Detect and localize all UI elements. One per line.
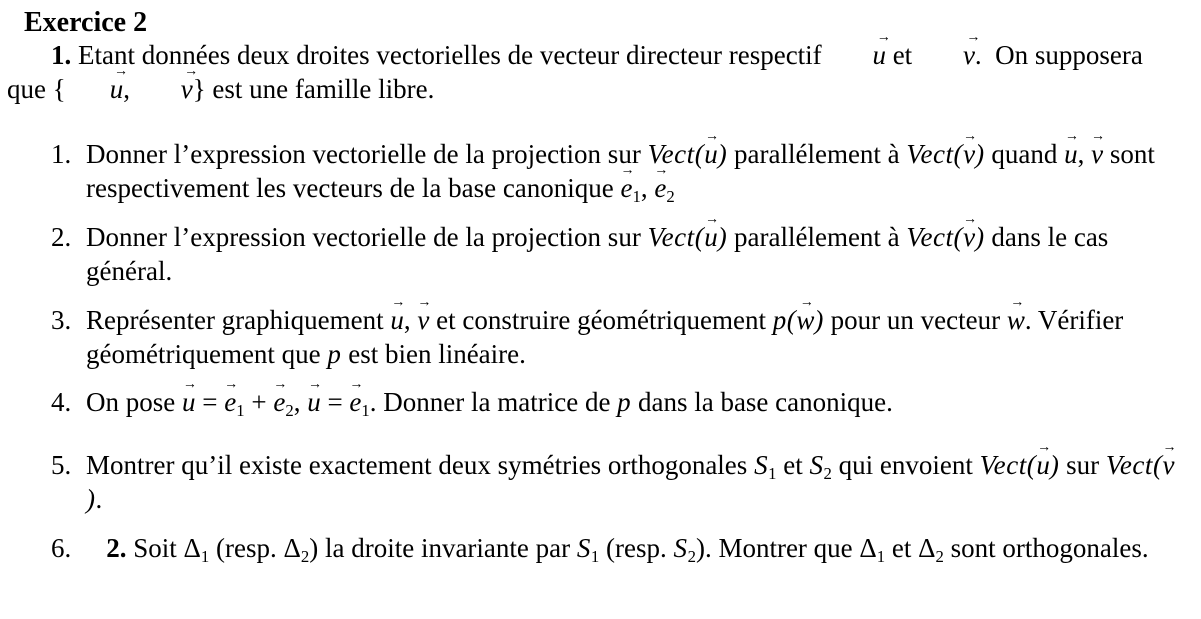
item-number: 2. <box>51 222 72 252</box>
text-run: , <box>1077 139 1092 169</box>
math-italic-run: p <box>327 339 342 369</box>
list-item <box>7 385 1179 419</box>
text-run: sont respectivement les vecteurs de la base canonique <box>86 139 1155 203</box>
text-run: , <box>403 305 418 335</box>
text-run: Représenter graphiquement <box>86 305 391 335</box>
text-run: Montrer qu’il existe exactement deux symétries orthogonales <box>86 450 755 480</box>
math-italic-run: ) <box>717 139 728 169</box>
item-text <box>86 385 1179 419</box>
text-run: (resp. <box>599 533 674 563</box>
math-italic-run: ) <box>814 305 824 335</box>
math-italic-run: ) <box>1049 450 1060 480</box>
vector-symbol: v → <box>137 72 193 106</box>
text-run: = <box>320 387 350 417</box>
vector-symbol: v → <box>1163 448 1175 482</box>
math-italic-run: Vect( <box>647 222 705 252</box>
vector-symbol: v → <box>1091 137 1103 171</box>
vector-symbol: w → <box>1007 303 1025 337</box>
math-italic-run: Vect( <box>1105 450 1163 480</box>
text-run: On pose <box>86 387 182 417</box>
subscript: 1 <box>200 547 210 567</box>
text-run: et Δ <box>885 533 936 563</box>
subscript: 2 <box>935 547 944 567</box>
text-run: et <box>776 450 810 480</box>
text-run: sur <box>1059 450 1106 480</box>
math-italic-run: Vect( <box>906 139 964 169</box>
text-run: . <box>95 484 103 514</box>
text-run: + <box>244 387 274 417</box>
text-run: ). Montrer que Δ <box>695 533 877 563</box>
subscript: 2 <box>666 187 675 207</box>
item-text <box>86 220 1179 288</box>
text-run: Donner l’expression vectorielle de la projection sur <box>86 222 648 252</box>
vector-symbol: e → <box>621 171 633 205</box>
item-text <box>86 137 1179 205</box>
text-run: (resp. Δ <box>209 533 301 563</box>
vector-symbol: u → <box>704 220 718 254</box>
vector-symbol: e → <box>654 171 666 205</box>
math-italic-run: Vect( <box>906 222 964 252</box>
math-italic-run: S <box>809 450 824 480</box>
text-run: quand <box>984 139 1065 169</box>
list-item <box>7 137 1179 205</box>
vector-symbol: v → <box>919 38 975 72</box>
math-italic-run: S <box>754 450 769 480</box>
exercise-title: Exercice 2 <box>24 7 148 38</box>
item-number: 6. <box>51 533 72 563</box>
text-run: parallélement à <box>727 139 907 169</box>
math-italic-run: Vect( <box>647 139 705 169</box>
subscript: 1 <box>876 547 886 567</box>
vector-symbol: u → <box>1036 448 1050 482</box>
text-run: parallélement à <box>727 222 907 252</box>
text-run: qui envoient <box>831 450 980 480</box>
text-run: dans le cas général. <box>86 222 1109 286</box>
text-run: = <box>195 387 225 417</box>
math-italic-run: ) <box>975 139 985 169</box>
item-number: 1. <box>51 139 72 169</box>
subscript: 1 <box>361 401 370 421</box>
text-run: . Donner la matrice de <box>369 387 618 417</box>
text-run: . On supposera que { <box>7 40 1143 104</box>
math-italic-run: ) <box>975 222 985 252</box>
subscript: 1 <box>768 464 777 484</box>
text-run: dans la base canonique. <box>631 387 893 417</box>
item-text <box>86 448 1179 516</box>
subscript: 1 <box>590 547 600 567</box>
list-item <box>7 531 1179 565</box>
item-number: 4. <box>51 387 72 417</box>
math-italic-run: p <box>617 387 632 417</box>
text-run: et construire géométriquement <box>429 305 773 335</box>
bold-run: 2. <box>106 533 127 563</box>
math-italic-run: p( <box>772 305 797 335</box>
vector-symbol: v → <box>963 137 975 171</box>
vector-symbol: e → <box>349 385 361 419</box>
subscript: 2 <box>687 547 696 567</box>
item-number: 3. <box>51 305 72 335</box>
vector-symbol: u → <box>182 385 196 419</box>
text-run: . Vérifier géométriquement que <box>86 305 1124 369</box>
intro-paragraph <box>7 38 1179 106</box>
vector-symbol: e → <box>273 385 285 419</box>
subscript: 2 <box>285 401 294 421</box>
math-italic-run: ) <box>717 222 728 252</box>
math-italic-run: S <box>673 533 688 563</box>
question-list <box>7 137 1179 565</box>
vector-symbol: u → <box>1064 137 1078 171</box>
subscript: 1 <box>236 401 245 421</box>
text-run: sont orthogonales. <box>943 533 1149 563</box>
text-run: pour un vecteur <box>823 305 1007 335</box>
math-italic-run: S <box>576 533 591 563</box>
list-item <box>7 303 1179 371</box>
text-run: est bien linéaire. <box>341 339 526 369</box>
text-run: et <box>885 40 919 70</box>
text-run: } est une famille libre. <box>192 74 435 104</box>
vector-symbol: v → <box>963 220 975 254</box>
list-item <box>7 220 1179 288</box>
item-number: 5. <box>51 450 72 480</box>
text-run: , <box>640 173 655 203</box>
math-italic-run: Vect( <box>979 450 1037 480</box>
text-run: , <box>293 387 308 417</box>
list-item <box>7 448 1179 516</box>
vector-symbol: u → <box>390 303 404 337</box>
subscript: 2 <box>300 547 310 567</box>
vector-symbol: u → <box>66 72 124 106</box>
vector-symbol: e → <box>224 385 236 419</box>
subscript: 1 <box>632 187 641 207</box>
text-run: ) la droite invariante par <box>309 533 577 563</box>
text-run: Soit Δ <box>126 533 201 563</box>
item-text <box>86 531 1179 565</box>
vector-symbol: u → <box>828 38 886 72</box>
vector-symbol: v → <box>417 303 429 337</box>
item-text <box>86 303 1179 371</box>
text-run: Donner l’expression vectorielle de la projection sur <box>86 139 648 169</box>
subscript: 2 <box>823 464 832 484</box>
text-run <box>86 533 106 563</box>
vector-symbol: u → <box>704 137 718 171</box>
vector-symbol: u → <box>307 385 321 419</box>
vector-symbol: w → <box>796 303 814 337</box>
bold-run: 1. <box>51 40 72 70</box>
text-run: , <box>123 74 137 104</box>
text-run: Etant données deux droites vectorielles de vecteur directeur respectif <box>71 40 829 70</box>
math-italic-run: ) <box>86 484 96 514</box>
